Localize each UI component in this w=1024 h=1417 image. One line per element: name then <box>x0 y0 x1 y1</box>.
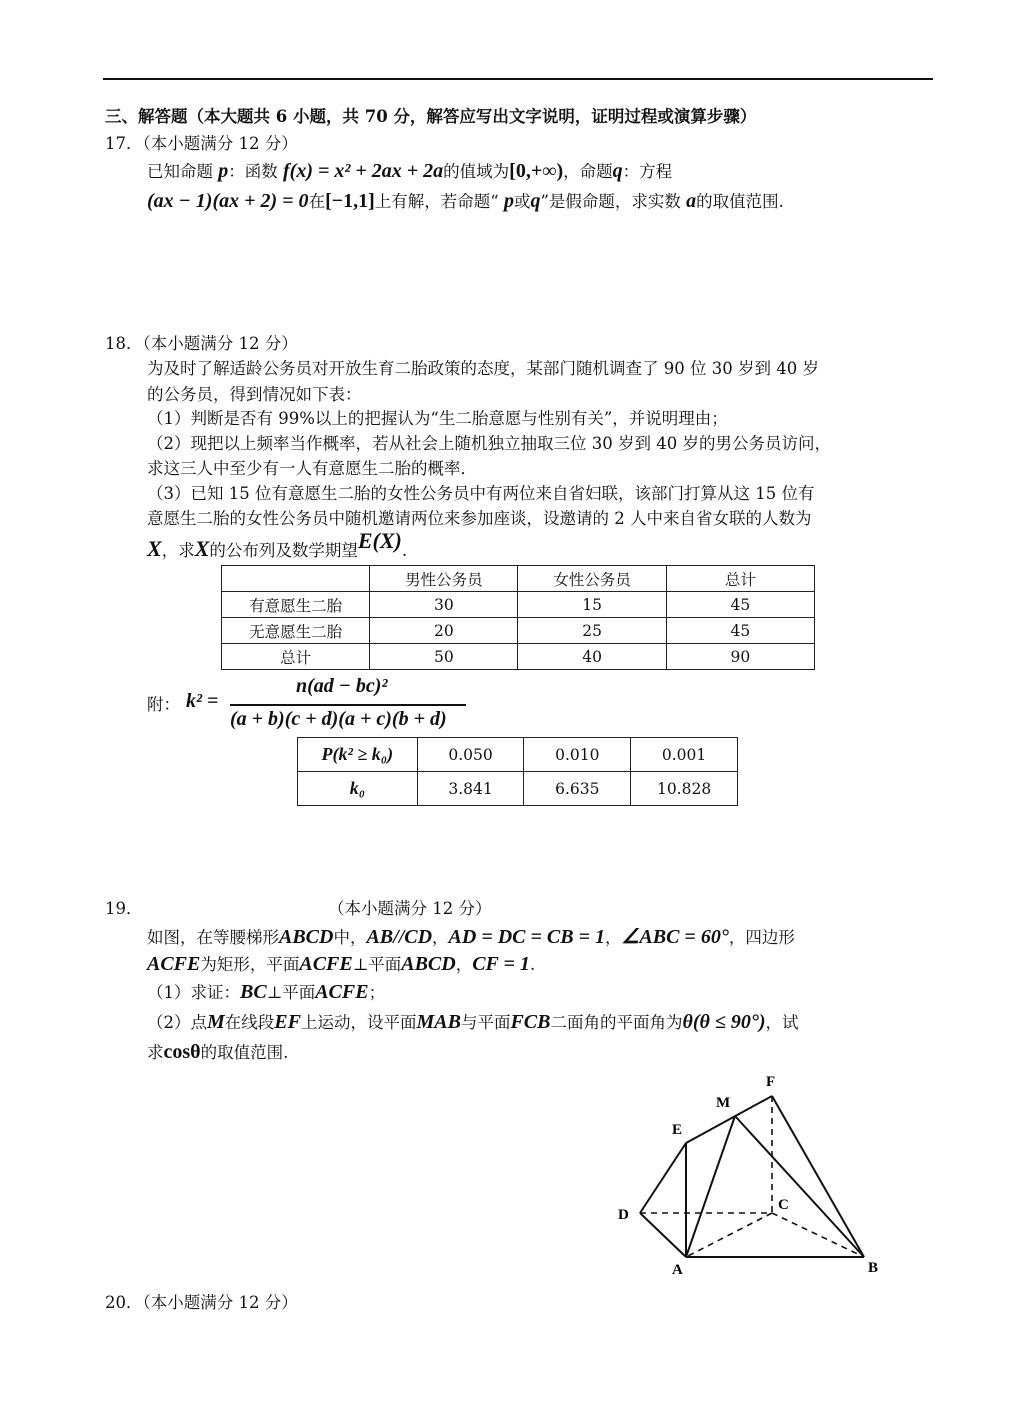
table-cell: 3.841 <box>417 772 524 806</box>
text: 已知命题 <box>147 162 213 181</box>
math-mab: MAB <box>416 1011 461 1033</box>
math-theta: θ(θ ≤ 90°) <box>682 1011 766 1033</box>
geometry-figure <box>608 1068 898 1283</box>
label-F: F <box>766 1074 776 1090</box>
math-ef: EF <box>274 1011 301 1033</box>
text: ：函数 <box>228 162 278 181</box>
table-cell: k₀ <box>298 772 418 806</box>
text: ”是假命题，求实数 <box>540 192 681 211</box>
label-C: C <box>778 1197 789 1213</box>
table-cell <box>222 566 370 592</box>
table-cell: 50 <box>370 644 518 670</box>
math-abcd: ABCD <box>279 926 334 948</box>
solid-edges <box>640 1096 864 1257</box>
table-cell: P(k² ≥ k₀) <box>298 738 418 772</box>
q19-line4 <box>147 1011 799 1034</box>
label-A: A <box>672 1262 683 1278</box>
text: ：方程 <box>622 162 673 181</box>
table-row <box>222 592 815 618</box>
math-fcb: FCB <box>510 1011 551 1033</box>
hidden-edges <box>640 1096 864 1257</box>
edge-CB <box>772 1213 864 1257</box>
math-equation: (ax − 1)(ax + 2) = 0 <box>147 190 309 212</box>
formula-denominator: (a + b)(c + d)(a + c)(b + d) <box>230 708 447 730</box>
table-cell: 40 <box>518 644 666 670</box>
q18-line2: 的公务员，得到情况如下表： <box>147 385 362 404</box>
text: 中， <box>333 928 367 947</box>
text: 如图，在等腰梯形 <box>147 928 279 947</box>
math-m: M <box>207 1011 225 1033</box>
table-cell: 总计 <box>666 566 814 592</box>
q19-line1 <box>147 926 795 949</box>
table-header-row <box>222 566 815 592</box>
table-cell: 30 <box>370 592 518 618</box>
table-cell: 女性公务员 <box>518 566 666 592</box>
table-cell: 20 <box>370 618 518 644</box>
q19-line5 <box>147 1041 288 1064</box>
q18-points: （本小题满分 12 分） <box>142 334 298 353</box>
math-bc: BC <box>240 981 267 1003</box>
text: 的公布列及数学期望 <box>209 541 358 560</box>
text: （2）点 <box>147 1013 207 1032</box>
table-cell: 15 <box>518 592 666 618</box>
math-expectation: E(X) <box>357 528 402 553</box>
q18-line1: 为及时了解适龄公务员对开放生育二胎政策的态度，某部门随机调查了 90 位 30 岁到 40 岁 <box>147 359 819 378</box>
text: 与平面 <box>460 1013 511 1032</box>
table-cell: 10.828 <box>631 772 738 806</box>
math-acfe: ACFE <box>315 981 369 1003</box>
q18-line4: （2）现把以上频率当作概率，若从社会上随机独立抽取三位 30 岁到 40 岁的男公务员访问， <box>147 434 831 453</box>
q17-number-line <box>105 133 298 155</box>
table-cell: 0.001 <box>631 738 738 772</box>
text: （1）求证： <box>147 983 240 1002</box>
text: 上有解，若命题“ <box>374 192 499 211</box>
critical-value-table <box>297 737 738 806</box>
text: 的值域为 <box>443 162 510 181</box>
table-row <box>298 738 738 772</box>
contingency-table <box>221 565 815 670</box>
math-cos: cosθ <box>163 1041 201 1063</box>
table-cell: 无意愿生二胎 <box>222 618 370 644</box>
text: 的取值范围. <box>200 1043 289 1062</box>
text: 在 <box>308 192 326 211</box>
q18-number-line <box>105 333 298 355</box>
q19-points: （本小题满分 12 分） <box>328 899 492 918</box>
q19-number: 19． <box>105 899 143 918</box>
table-cell: 6.635 <box>524 772 631 806</box>
table-row <box>222 644 815 670</box>
math-a: a <box>686 190 697 212</box>
math-interval: [−1,1] <box>325 190 375 212</box>
math-range: [0,+∞) <box>509 160 564 182</box>
text: ， <box>604 928 622 947</box>
label-B: B <box>868 1260 879 1276</box>
math-q: q <box>530 190 541 212</box>
text: 的取值范围. <box>696 192 784 211</box>
label-E: E <box>672 1122 683 1138</box>
text: . <box>529 955 536 974</box>
math-cond: AB//CD <box>366 926 433 948</box>
table-cell: 45 <box>666 618 814 644</box>
math-acfe: ACFE <box>299 953 353 975</box>
q18-line7: 意愿生二胎的女性公务员中随机邀请两位来参加座谈，设邀请的 2 人中来自省女联的人数为 <box>147 509 812 528</box>
text: 为矩形，平面 <box>200 955 300 974</box>
label-D: D <box>618 1207 629 1223</box>
q18-line8 <box>147 528 408 562</box>
math-X: X <box>194 536 210 561</box>
appendix-label: 附： <box>147 695 180 714</box>
table-row <box>222 618 815 644</box>
edge-DA <box>640 1213 686 1257</box>
math-cond: AD = DC = CB = 1 <box>448 926 605 948</box>
q17-line1 <box>147 160 672 183</box>
text: 求 <box>147 1043 164 1062</box>
edge-DE <box>640 1143 686 1213</box>
table-cell: 0.010 <box>524 738 631 772</box>
section-header: 三、解答题（本大题共 6 小题，共 70 分，解答应写出文字说明，证明过程或演算步骤） <box>105 107 757 126</box>
table-cell: 总计 <box>222 644 370 670</box>
label-M: M <box>716 1095 731 1111</box>
text: 或 <box>513 192 531 211</box>
text: ，四边形 <box>728 928 795 947</box>
table-cell: 0.050 <box>417 738 524 772</box>
text: ； <box>368 983 386 1002</box>
q20-number: 20． <box>105 1293 143 1312</box>
math-acfe: ACFE <box>147 953 201 975</box>
q18-number: 18． <box>105 334 143 353</box>
table-cell: 25 <box>518 618 666 644</box>
text: ， <box>432 928 449 947</box>
q17-points: （本小题满分 12 分） <box>142 134 298 153</box>
text: ⊥平面 <box>352 955 402 974</box>
formula-numerator: n(ad − bc)² <box>296 675 388 697</box>
math-q: q <box>612 160 623 182</box>
math-p: p <box>218 160 229 182</box>
math-function: f(x) = x² + 2ax + 2a <box>283 160 444 182</box>
table-cell: 有意愿生二胎 <box>222 592 370 618</box>
formula-lhs: k² = <box>186 690 219 712</box>
text: 在线段 <box>224 1013 275 1032</box>
edge-MB <box>735 1116 864 1257</box>
table-cell: 45 <box>666 592 814 618</box>
table-cell: 90 <box>666 644 814 670</box>
table-row <box>298 772 738 806</box>
q17-number: 17． <box>105 134 143 153</box>
q19-line2 <box>147 953 535 976</box>
text: 二面角的平面角为 <box>550 1013 683 1032</box>
q19-line3 <box>147 981 385 1004</box>
q17-line2 <box>147 190 784 213</box>
top-rule <box>103 78 933 80</box>
math-cond: ∠ABC = 60° <box>621 926 729 948</box>
q18-line3: （1）判断是否有 99%以上的把握认为“生二胎意愿与性别有关”，并说明理由； <box>147 409 728 428</box>
math-p: p <box>503 190 514 212</box>
q20-number-line <box>105 1292 298 1314</box>
text: ，试 <box>765 1013 799 1032</box>
text: ⊥平面 <box>266 983 316 1002</box>
table-cell: 男性公务员 <box>370 566 518 592</box>
q18-line5: 求这三人中至少有一人有意愿生二胎的概率． <box>147 459 477 478</box>
text: ，命题 <box>563 162 613 181</box>
text: ， <box>455 955 473 974</box>
text: . <box>401 541 408 560</box>
math-X: X <box>147 536 162 561</box>
edge-FB <box>772 1096 864 1257</box>
text: ，求 <box>161 541 195 560</box>
q18-line6: （3）已知 15 位有意愿生二胎的女性公务员中有两位来自省妇联，该部门打算从这 15 位有 <box>147 484 815 503</box>
fraction-bar <box>230 704 466 706</box>
math-abcd: ABCD <box>401 953 456 975</box>
q20-points: （本小题满分 12 分） <box>142 1293 298 1312</box>
math-cf: CF = 1 <box>472 953 530 975</box>
text: 上运动，设平面 <box>300 1013 417 1032</box>
